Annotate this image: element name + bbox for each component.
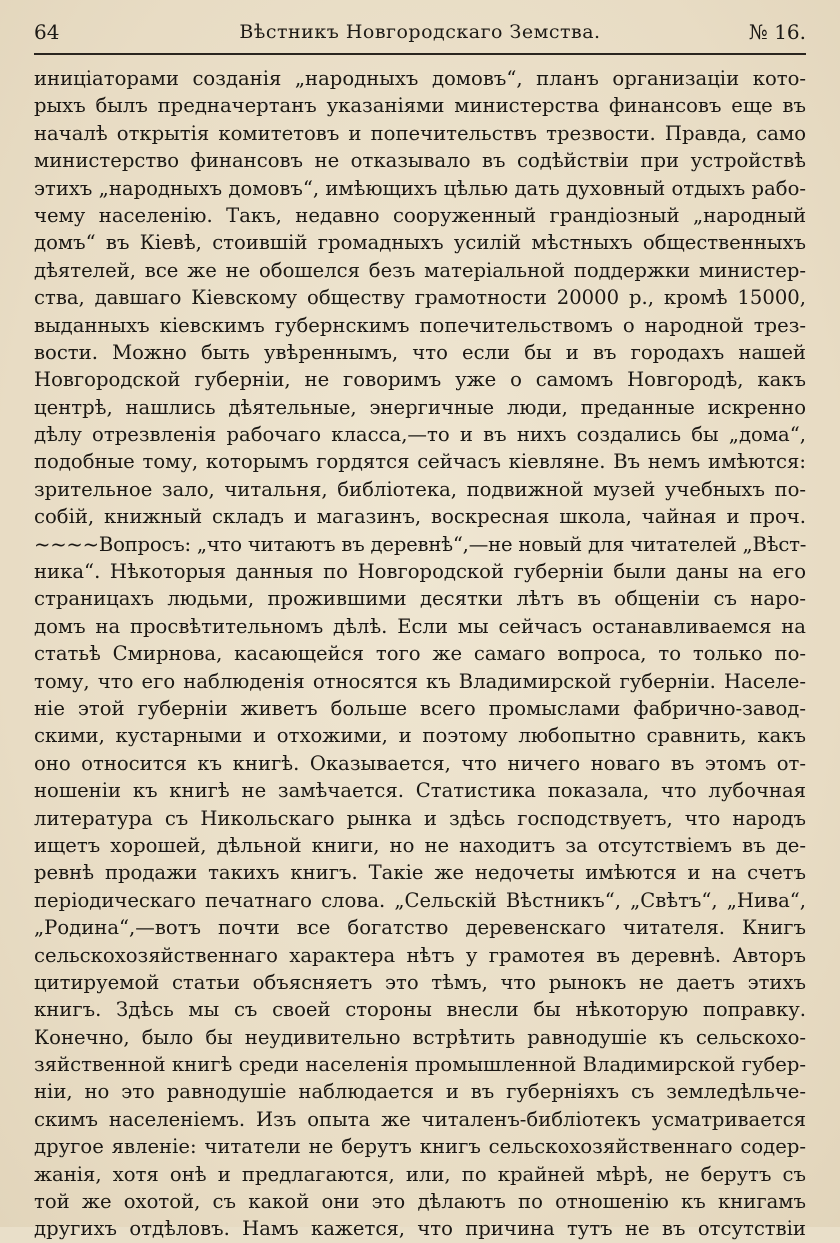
- text-line: дѣлу отрезвленія рабочаго класса,—то и въ нихъ создались бы „дома“,: [34, 423, 806, 447]
- text-line: чему населенію. Такъ, недавно сооруженный грандіозный „народный: [34, 203, 806, 227]
- text-line: домъ на просвѣтительномъ дѣлѣ. Если мы сейчасъ останавливаемся на: [34, 614, 806, 638]
- text-line: собій, книжный складъ и магазинъ, воскресная школа, чайная и проч.: [34, 505, 806, 529]
- text-line: ника“. Нѣкоторыя данныя по Новгородской губерніи были даны на его: [34, 560, 806, 584]
- text-line: министерство финансовъ не отказывало въ содѣйствіи при устройствѣ: [34, 149, 806, 173]
- text-line: началѣ открытія комитетовъ и попечительствъ трезвости. Правда, само: [34, 121, 806, 145]
- text-line: вости. Можно быть увѣреннымъ, что если бы и въ городахъ нашей: [34, 340, 806, 364]
- text-line: страницахъ людьми, прожившими десятки лѣтъ въ общеніи съ наро-: [34, 587, 806, 611]
- text-line: сельскохозяйственнаго характера нѣтъ у грамотея въ деревнѣ. Авторъ: [34, 943, 806, 967]
- text-line: ношеніи къ книгѣ не замѣчается. Статистика показала, что лубочная: [34, 779, 806, 803]
- text-line: дѣятелей, все же не обошелся безъ матеріальной поддержки министер-: [34, 258, 806, 282]
- text-line: ства, давшаго Кіевскому обществу грамотности 20000 р., кромѣ 15000,: [34, 286, 806, 310]
- text-line: зяйственной книгѣ среди населенія промышленной Владимирской губер-: [34, 1053, 806, 1077]
- text-line: Конечно, было бы неудивительно встрѣтить равнодушіе къ сельскохо-: [34, 1025, 806, 1049]
- text-line: этихъ „народныхъ домовъ“, имѣющихъ цѣлью дать духовный отдыхъ рабо-: [34, 176, 806, 200]
- text-line: оно относится къ книгѣ. Оказывается, что ничего новаго въ этомъ от-: [34, 751, 806, 775]
- journal-title: Вѣстникъ Новгородскаго Земства.: [239, 21, 601, 43]
- text-line: выданныхъ кіевскимъ губернскимъ попечительствомъ о народной трез-: [34, 313, 806, 337]
- running-header: [34, 20, 806, 50]
- text-line: зрительное зало, читальня, библіотека, подвижной музей учебныхъ по-: [34, 477, 806, 501]
- page-number: 64: [34, 20, 60, 44]
- text-line: той же охотой, съ какой они это дѣлаютъ по отношенію къ книгамъ: [34, 1190, 806, 1214]
- text-line: центрѣ, нашлись дѣятельные, энергичные люди, преданные искренно: [34, 395, 806, 419]
- text-line: ищетъ хорошей, дѣльной книги, но не находитъ за отсутствіемъ въ де-: [34, 833, 806, 857]
- text-line: другое явленіе: читатели не берутъ книгъ сельскохозяйственнаго содер-: [34, 1135, 806, 1159]
- issue-number: № 16.: [748, 20, 806, 44]
- header-rule: [34, 53, 806, 55]
- article-body: [34, 65, 806, 1243]
- text-line: рыхъ былъ предначертанъ указаніями министерства финансовъ еще въ: [34, 94, 806, 118]
- text-line: другихъ отдѣловъ. Намъ кажется, что причина тутъ не въ отсутствіи: [34, 1217, 806, 1241]
- text-line: тому, что его наблюденія относятся къ Владимирской губерніи. Населе-: [34, 669, 806, 693]
- text-line: статьѣ Смирнова, касающейся того же самаго вопроса, то только по-: [34, 642, 806, 666]
- text-line: цитируемой статьи объясняетъ это тѣмъ, что рынокъ не даетъ этихъ: [34, 970, 806, 994]
- text-line: „Родина“,—вотъ почти все богатство деревенскаго читателя. Книгъ: [34, 916, 806, 940]
- text-line: домъ“ въ Кіевѣ, стоившій громадныхъ усилій мѣстныхъ общественныхъ: [34, 231, 806, 255]
- text-line: періодическаго печатнаго слова. „Сельскій Вѣстникъ“, „Свѣтъ“, „Нива“,: [34, 888, 806, 912]
- text-line: ~~~~Вопросъ: „что читаютъ въ деревнѣ“,—не новый для читателей „Вѣст-: [34, 532, 806, 556]
- text-line: скимъ населеніемъ. Изъ опыта же читаленъ-библіотекъ усматривается: [34, 1107, 806, 1131]
- text-line: литература съ Никольскаго рынка и здѣсь господствуетъ, что народъ: [34, 806, 806, 830]
- text-line: ніе этой губерніи живетъ больше всего промыслами фабрично-завод-: [34, 696, 806, 720]
- text-line: скими, кустарными и отхожими, и поэтому любопытно сравнить, какъ: [34, 724, 806, 748]
- text-line: книгъ. Здѣсь мы съ своей стороны внесли бы нѣкоторую поправку.: [34, 998, 806, 1022]
- text-line: подобные тому, которымъ гордятся сейчасъ кіевляне. Въ немъ имѣются:: [34, 450, 806, 474]
- text-line: Новгородской губерніи, не говоримъ уже о самомъ Новгородѣ, какъ: [34, 368, 806, 392]
- text-line: жанія, хотя онѣ и предлагаются, или, по крайней мѣрѣ, не берутъ съ: [34, 1162, 806, 1186]
- text-line: иниціаторами созданія „народныхъ домовъ“, планъ организаціи кото-: [34, 67, 806, 90]
- text-line: ніи, но это равнодушіе наблюдается и въ губерніяхъ съ земледѣльче-: [34, 1080, 806, 1104]
- text-line: ревнѣ продажи такихъ книгъ. Такіе же недочеты имѣются и на счетъ: [34, 861, 806, 885]
